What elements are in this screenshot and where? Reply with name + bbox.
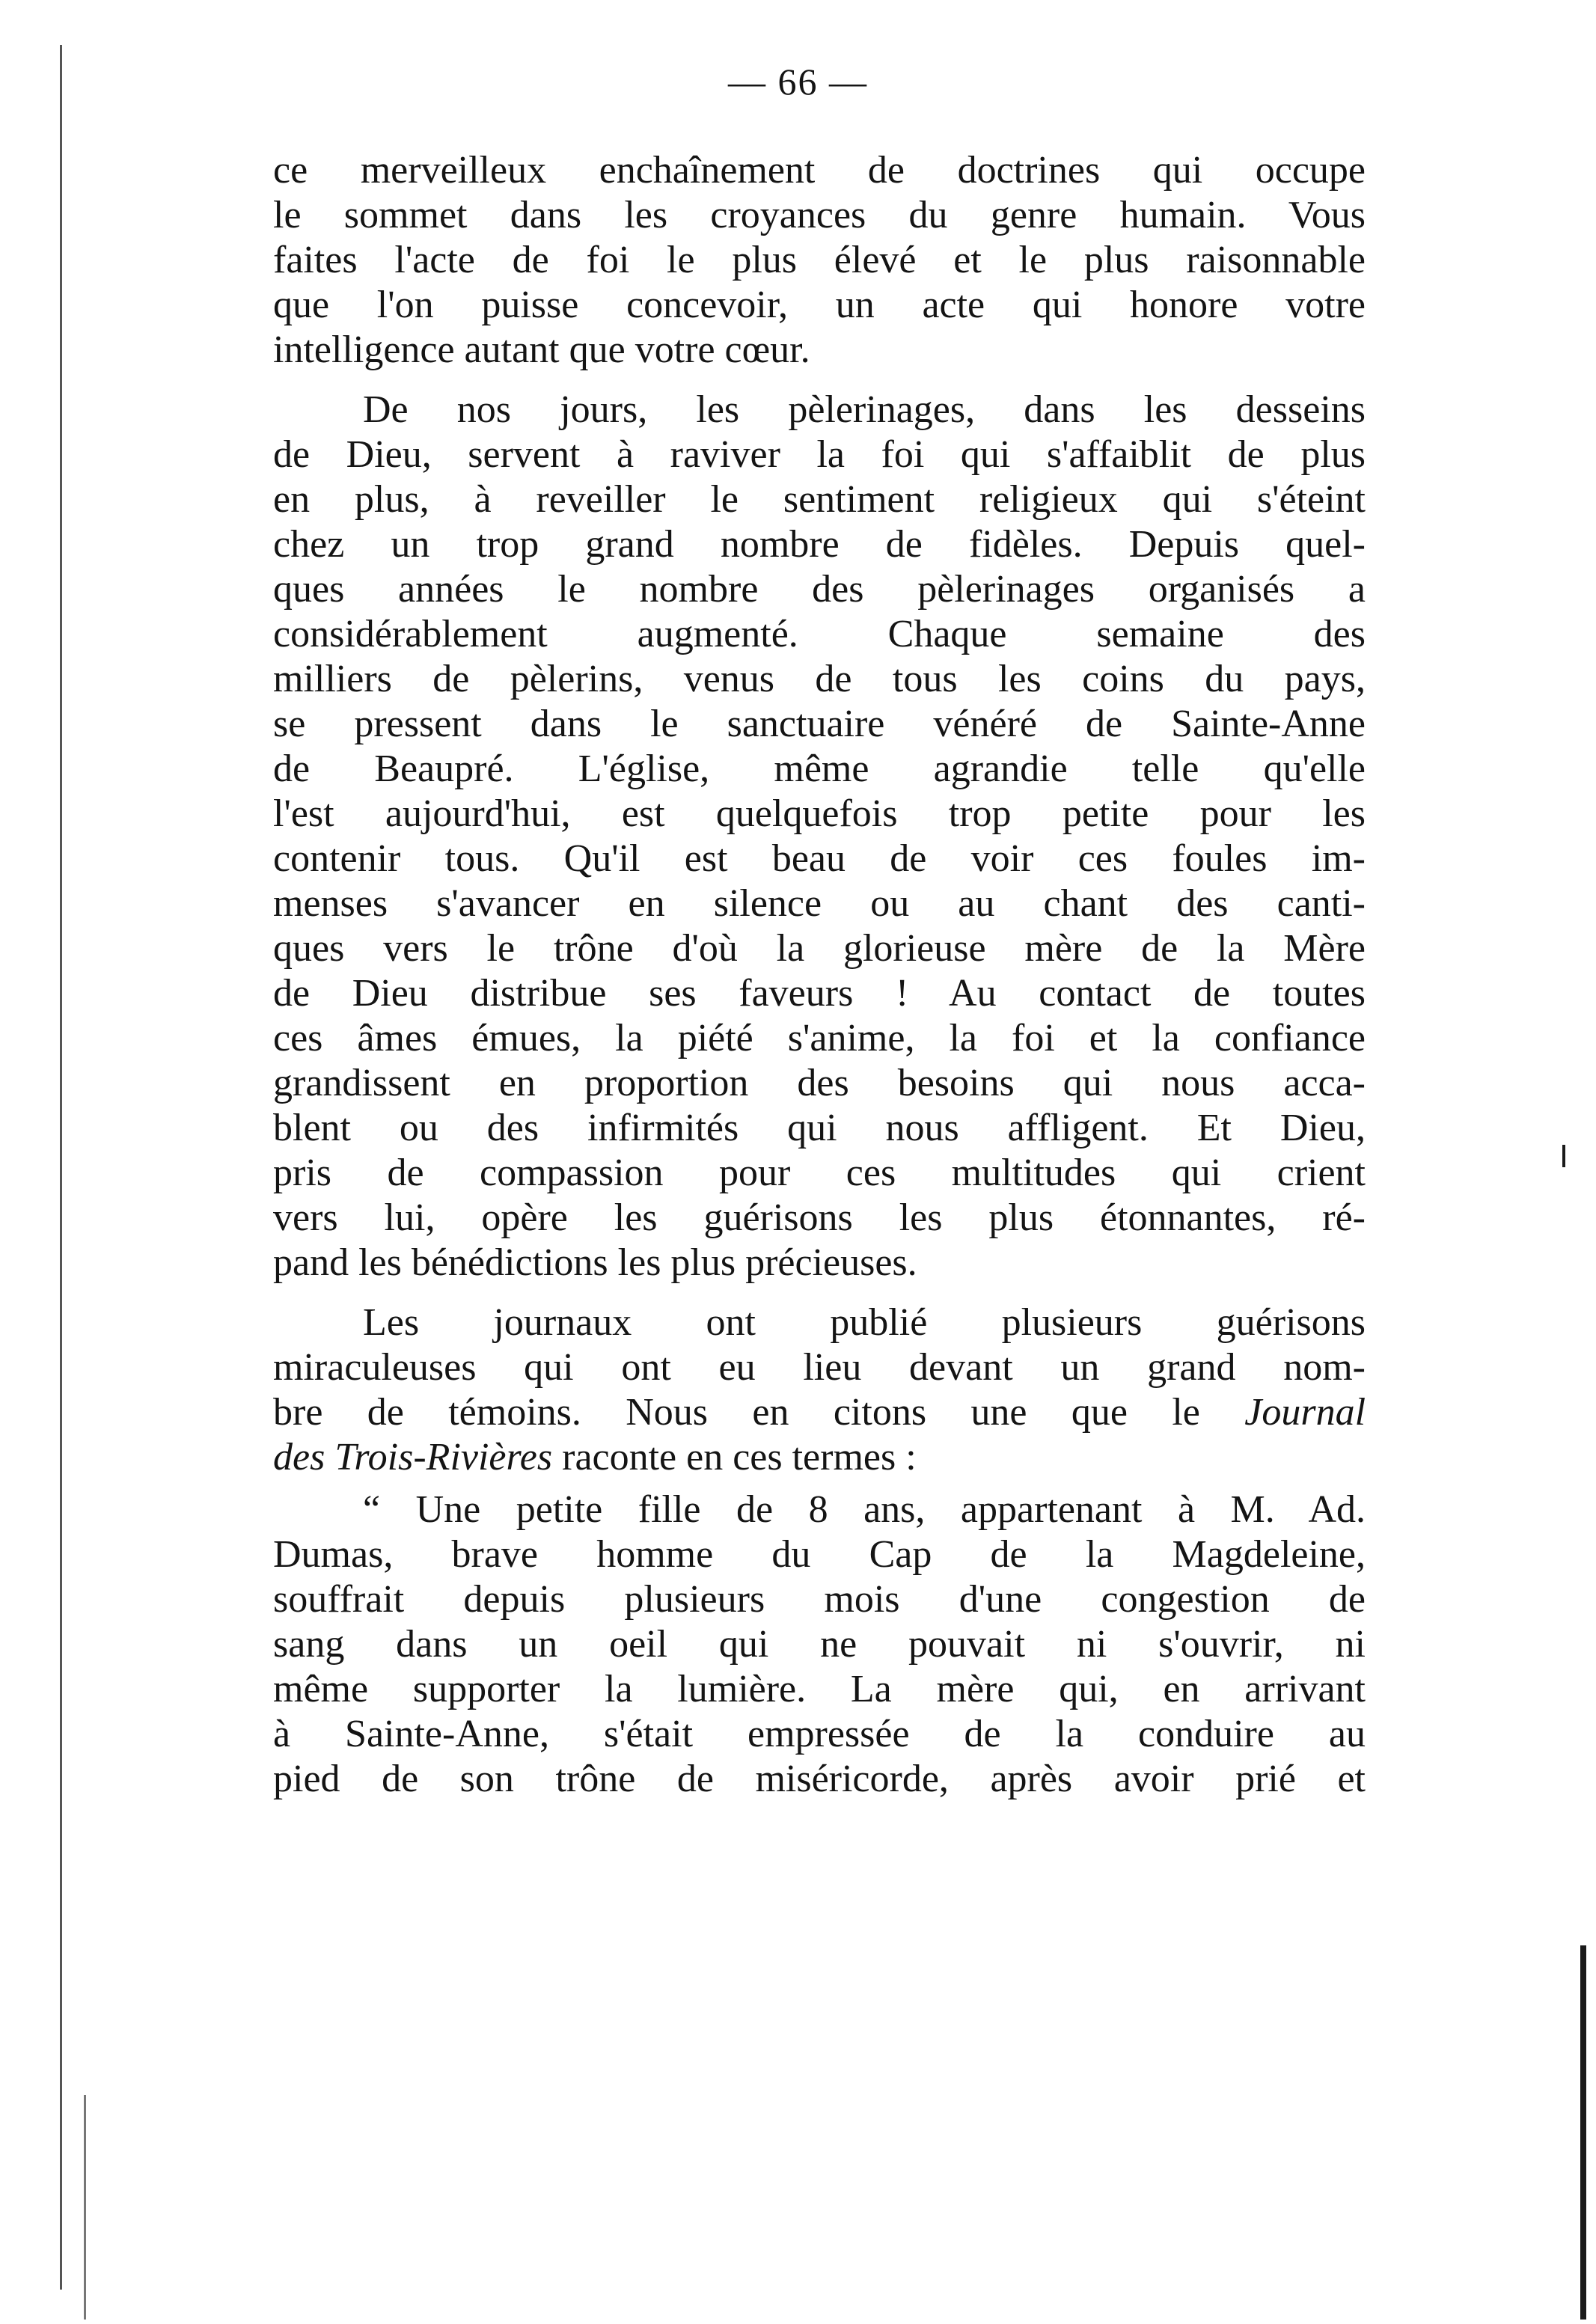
text-line: pand les bénédictions les plus précieuses. — [273, 1241, 917, 1284]
text-line — [273, 1435, 1366, 1480]
text-line: le sommet dans les croyances du genre humain. Vous — [273, 194, 1366, 236]
text-line: souffrait depuis plusieurs mois d'une congestion de — [273, 1578, 1366, 1621]
text-line: l'est aujourd'hui, est quelquefois trop petite pour les — [273, 792, 1366, 835]
paragraph-3 — [273, 1300, 1366, 1480]
text-line: que l'on puisse concevoir, un acte qui honore votre — [273, 284, 1366, 326]
text-line: Dumas, brave homme du Cap de la Magdeleine, — [273, 1533, 1366, 1576]
text-line: Les journaux ont publié plusieurs guérisons — [363, 1301, 1366, 1344]
text-line — [273, 1390, 1366, 1435]
text-line: chez un trop grand nombre de fidèles. Depuis quel- — [273, 523, 1366, 566]
text-segment: bre de témoins. Nous en citons une que le — [273, 1391, 1200, 1434]
journal-title-part-2: des Trois-Rivières — [273, 1436, 553, 1479]
text-line: milliers de pèlerins, venus de tous les coins du pays, — [273, 658, 1366, 700]
text-line: “ Une petite fille de 8 ans, appartenant à M. Ad. — [363, 1488, 1366, 1531]
text-line: intelligence autant que votre cœur. — [273, 328, 810, 371]
text-line: ces âmes émues, la piété s'anime, la foi et la confiance — [273, 1017, 1366, 1059]
text-line: menses s'avancer en silence ou au chant des canti- — [273, 882, 1366, 925]
journal-title-part-1: Journal — [1244, 1391, 1366, 1434]
text-line: contenir tous. Qu'il est beau de voir ces foules im- — [273, 837, 1366, 880]
text-line: De nos jours, les pèlerinages, dans les desseins — [363, 388, 1366, 431]
paragraph-2 — [273, 388, 1366, 1285]
text-line: grandissent en proportion des besoins qui nous acca- — [273, 1062, 1366, 1104]
text-line: sang dans un oeil qui ne pouvait ni s'ouvrir, ni — [273, 1623, 1366, 1666]
text-line: faites l'acte de foi le plus élevé et le plus raisonnable — [273, 239, 1366, 281]
text-line: de Dieu, servent à raviver la foi qui s'affaiblit de plus — [273, 433, 1366, 476]
text-line: pied de son trône de miséricorde, après avoir prié et — [273, 1758, 1366, 1800]
text-line: blent ou des infirmités qui nous affligent. Et Dieu, — [273, 1107, 1366, 1149]
text-line: vers lui, opère les guérisons les plus étonnantes, ré- — [273, 1196, 1366, 1239]
text-line: miraculeuses qui ont eu lieu devant un grand nom- — [273, 1346, 1366, 1389]
text-line: se pressent dans le sanctuaire vénéré de Sainte-Anne — [273, 703, 1366, 745]
page-number: — 66 — — [728, 61, 868, 103]
text-line: ques années le nombre des pèlerinages organisés a — [273, 568, 1366, 611]
body-text — [273, 148, 1366, 1802]
text-line: de Dieu distribue ses faveurs ! Au contact de toutes — [273, 972, 1366, 1015]
text-line: pris de compassion pour ces multitudes qui crient — [273, 1152, 1366, 1194]
text-line: considérablement augmenté. Chaque semaine des — [273, 613, 1366, 655]
text-line: en plus, à reveiller le sentiment religieux qui s'éteint — [273, 478, 1366, 521]
right-edge-mark — [1580, 1945, 1586, 2320]
text-line: à Sainte-Anne, s'était empressée de la conduire au — [273, 1713, 1366, 1755]
left-edge-mark — [60, 45, 62, 2290]
paragraph-1 — [273, 148, 1366, 373]
paragraph-4 — [273, 1487, 1366, 1802]
left-edge-mark-2 — [84, 2095, 86, 2320]
text-line: même supporter la lumière. La mère qui, en arrivant — [273, 1668, 1366, 1710]
text-line: ques vers le trône d'où la glorieuse mère de la Mère — [273, 927, 1366, 970]
text-segment: raconte en ces termes : — [552, 1436, 917, 1479]
text-line: ce merveilleux enchaînement de doctrines qui occupe — [273, 149, 1366, 192]
text-line: de Beaupré. L'église, même agrandie telle qu'elle — [273, 747, 1366, 790]
right-dot-mark — [1562, 1145, 1565, 1167]
